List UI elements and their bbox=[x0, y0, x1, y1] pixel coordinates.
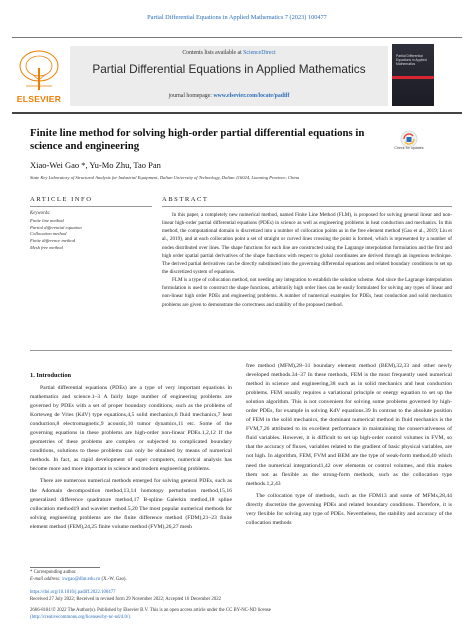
footnote-rule bbox=[30, 567, 100, 568]
abstract-rule bbox=[162, 206, 452, 207]
keyword-list bbox=[30, 218, 152, 251]
author-list[interactable]: Xiao-Wei Gao *, Yu-Mo Zhu, Tao Pan bbox=[30, 160, 161, 170]
received-dates: Received 27 July 2022; Received in revised form 29 November 2022; Accepted 16 December 2022 bbox=[30, 596, 222, 602]
doi-link[interactable]: https://doi.org/10.1016/j.padiff.2022.100477 bbox=[30, 590, 116, 595]
email-label: E-mail address: bbox=[30, 576, 62, 582]
article-info-rule bbox=[30, 206, 152, 207]
contents-prefix: Contents lists available at bbox=[182, 50, 244, 56]
check-for-updates-label[interactable]: Check for updates bbox=[394, 146, 424, 150]
article-info-heading: ARTICLE INFO bbox=[30, 196, 93, 203]
abstract-paragraph: In this paper, a completely new numerical method, named Finite Line Method (FLM), is proposed for solving general linear and non-linear high-order partial differential equations (PDEs) in science as well as engineering problems in heat conduction and mechanics. In this method, the computational domain is discretized into a number of collocation points as in the free element method (Gao et al., 2019; Liu et al., 2019), and at each collocation point a set of straight or curved lines crossing the point is formed, which is represented by a number of nodes distributed over lines. The shape functions for each line are constructed using the Lagrange interpolation formulation and the first and high order spatial partial derivatives of the shape functions with respect to global coordinates are derived through an ingenious technique. The derived partial derivatives can be directly substituted into the governing differential equations and related boundary conditions to set up the discretized system of equations. bbox=[162, 212, 452, 275]
section-heading-introduction: 1. Introduction bbox=[30, 372, 72, 379]
abstract-body bbox=[162, 211, 452, 309]
affiliation: State Key Laboratory of Structural Analysis for Industrial Equipment, Dalian University of Technology, Dalian 116024, Liaoning Province, China bbox=[30, 175, 300, 180]
keywords-label: Keywords: bbox=[30, 211, 51, 216]
homepage-prefix: journal homepage: bbox=[168, 93, 214, 99]
abstract-heading: ABSTRACT bbox=[162, 196, 209, 203]
publication-info bbox=[30, 590, 450, 622]
corresponding-author-note: * Corresponding author. bbox=[30, 570, 77, 575]
abstract-bottom-rule bbox=[30, 350, 452, 351]
footnotes bbox=[30, 570, 450, 584]
license-link[interactable]: (http://creativecommons.org/licenses/by-nc-nd/4.0/). bbox=[30, 614, 132, 620]
contents-line bbox=[70, 50, 388, 56]
paper-title: Finite line method for solving high-order partial differential equations in science and engineering bbox=[30, 127, 365, 153]
check-for-updates-icon[interactable] bbox=[398, 130, 420, 156]
cover-title: Partial Differential Equations in Applied Mathematics bbox=[396, 54, 427, 67]
banner-rule bbox=[12, 112, 462, 114]
header-rule bbox=[12, 37, 462, 38]
journal-title: Partial Differential Equations in Applied Mathematics bbox=[92, 62, 366, 76]
journal-citation[interactable]: Partial Differential Equations in Applied Mathematics 7 (2023) 100477 bbox=[147, 14, 327, 21]
body-paragraph: Partial differential equations (PDEs) are a type of very important equations in mathematics and science.1–3 A fairly large number of engineering problems are governed by PDEs with a set of proper boundary conditions, such as the problems of Korteweg de Vries (KdV) type equations,4,5 solid mechanics,6 fluid mechanics,7 heat conduction,8 electromagnetic,9 acoustic,10 tumor dynamics,11 etc. Some of the governing equations in these problems are high-order non-linear PDEs.1,2,12 If the geometries of these problems are complex or subjected to complicated boundary conditions, solutions to these problems can only be obtained by means of numerical methods. In fact, as rapid development of super computers, numerical analysis has become more and more important in science and modern engineering problems. bbox=[30, 385, 232, 473]
journal-cover-thumbnail[interactable] bbox=[392, 44, 434, 106]
issn-license: 2666-8181/© 2022 The Author(s). Published by Elsevier B.V. This is an open access article under the CC BY-NC-ND license bbox=[30, 607, 271, 613]
keyword-item[interactable]: Partial differential equation bbox=[30, 224, 82, 230]
sciencedirect-link[interactable]: ScienceDirect bbox=[243, 50, 276, 56]
email-line bbox=[30, 577, 450, 584]
left-column bbox=[30, 384, 232, 535]
homepage-line bbox=[70, 93, 388, 99]
keyword-item[interactable]: Collocation method bbox=[30, 231, 67, 237]
email-suffix: (X.-W. Gao). bbox=[100, 576, 127, 582]
abstract-paragraph: FLM is a type of collocation method, not needing any integration to establish the solution scheme. And since the Lagrange interpolation formulation is used to construct the shape functions, arbitrarily high order lines can be easily formulated for solving any types of linear and non-linear high order PDEs and engineering problems. A number of numerical examples for PDEs, heat conduction and solid mechanics problems are given to demonstrate the correctness and stability of the proposed method. bbox=[162, 277, 452, 308]
body-paragraph: There are numerous numerical methods emerged for solving general PDEs, such as the Adomain decomposition method,13,14 homotopy perturbation method,15,16 generalized difference quadrature method,17 B-spline Galerkin method,18 spline collocation method19 and wavelet method.5,20 The most popular numerical methods for solving engineering problems are the finite difference method (FDM),21–23 finite element method (FEM),24,25 finite volume method (FVM),26,27 mesh bbox=[30, 478, 232, 530]
homepage-link[interactable]: www.elsevier.com/locate/padiff bbox=[213, 93, 290, 99]
body-paragraph: free method (MFM),28–31 boundary element method (BEM),32,33 and other newly developed methods.34–37 In these methods, FEM is the most frequently used numerical method in science and engineering,38 such as in solid mechanics and heat conduction problems. FEM usually requires a variational principle or energy equation to set up the solution algorithm. This is not convenient for solving some problems governed by high-order PDEs, for example in solving KdV equations.39 In contrast to the absolute position of FEM in the solid mechanics, the dominant numerical method in fluid mechanics is the FVM,7,26 attributed to its excellent performance in maintaining the conservativeness of fluid variables. However, it is difficult to set up high-order control volumes in FVM, so that the accuracy of fluxes, variables related to the gradient of basic physical variables, are not high. In algorithm, FEM, FVM and BEM are the type of weak-form method,40 which need the numerical integration41,42 over elements or control volumes, and this makes them not as flexible as the strong-form methods, such as the collocation type methods.1,2,43 bbox=[246, 363, 452, 487]
email-link[interactable]: xwgao@dlut.edu.cn bbox=[61, 576, 101, 582]
keyword-item[interactable]: Finite line method bbox=[30, 218, 64, 223]
publisher-name: ELSEVIER bbox=[16, 94, 62, 104]
keyword-item[interactable]: Finite difference method bbox=[30, 237, 75, 243]
right-column bbox=[246, 362, 452, 531]
keyword-item[interactable]: Mesh free method bbox=[30, 244, 63, 250]
cover-stripe bbox=[392, 76, 434, 79]
body-paragraph: The collocation type of methods, such as the FDM13 and some of MFMs,28,44 directly discretize the governing PDEs and related boundary conditions. Therefore, it is very flexible for solving any type of PDEs. Nevertheless, the stability and accuracy of the collocation methods bbox=[246, 492, 452, 526]
